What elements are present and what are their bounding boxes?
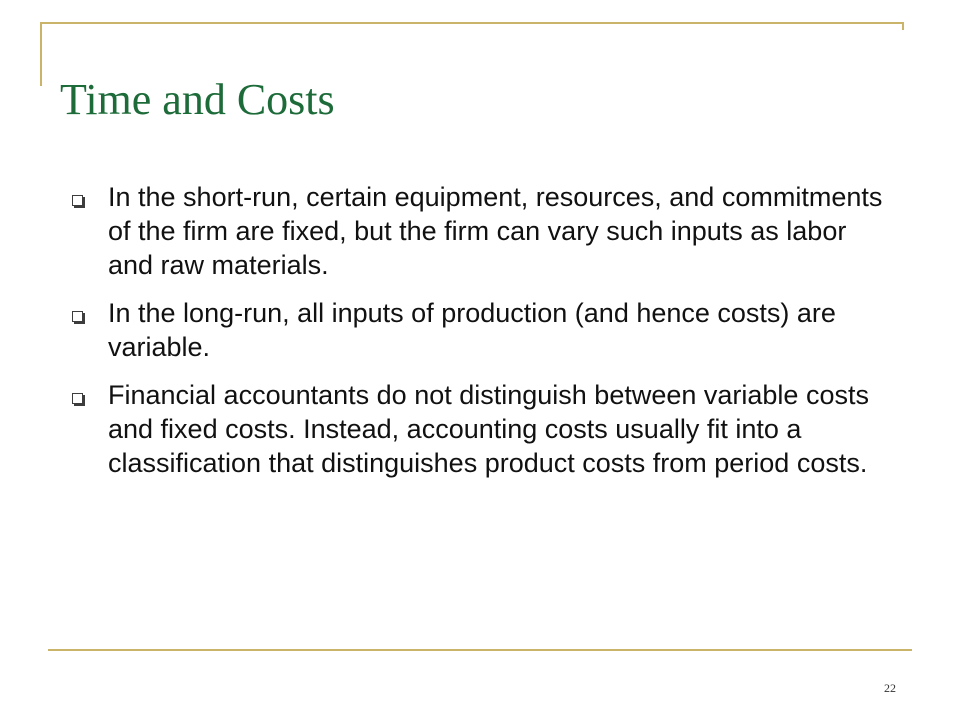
frame-top-line (40, 22, 904, 24)
square-bullet-icon (72, 393, 83, 404)
square-bullet-icon (72, 195, 83, 206)
bullet-text: In the long-run, all inputs of production (and hence costs) are variable. (108, 298, 836, 362)
bullet-list (72, 180, 892, 494)
bullet-text: Financial accountants do not distinguish between variable costs and fixed costs. Instead, accounting costs usually fit into a classification that distinguishes product costs from period costs. (108, 380, 869, 478)
frame-bottom-line (48, 649, 912, 651)
bullet-text: In the short-run, certain equipment, resources, and commitments of the firm are fixed, but the firm can vary such inputs as labor and raw materials. (108, 182, 883, 280)
frame-right-tick (902, 22, 904, 30)
bullet-item (72, 378, 892, 480)
slide-title: Time and Costs (60, 75, 335, 124)
square-bullet-icon (72, 311, 83, 322)
page-number: 22 (884, 681, 896, 695)
bullet-item (72, 180, 892, 282)
bullet-item (72, 296, 892, 364)
frame-left-line (40, 22, 42, 86)
